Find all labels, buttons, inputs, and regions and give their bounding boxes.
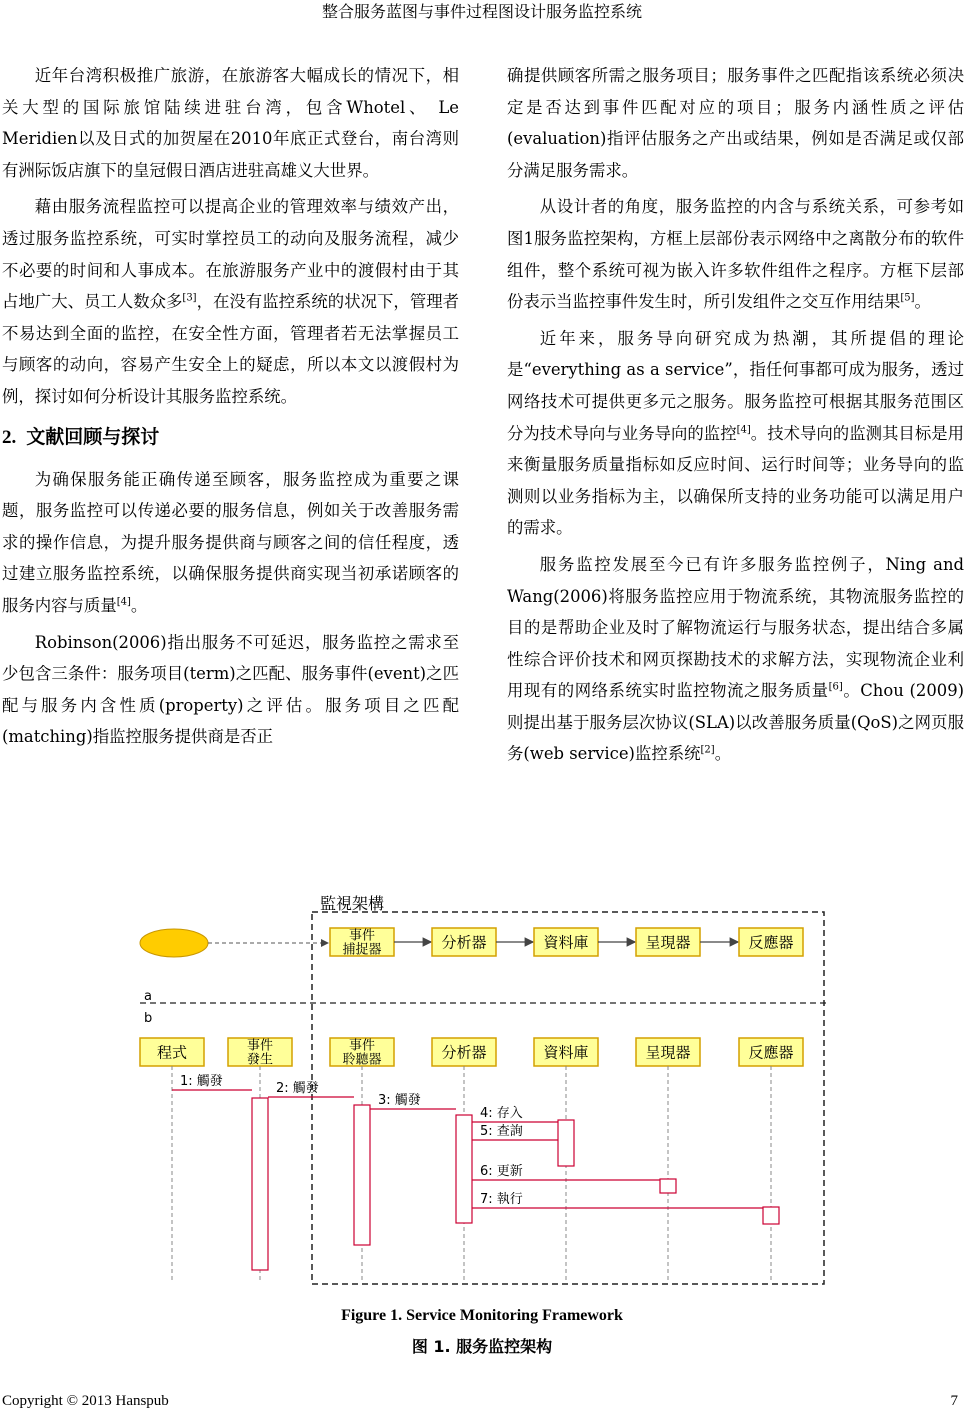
paragraph: 近年来，服务导向研究成为热潮，其所提倡的理论是“everything as a service”，指任何事都可成为服务，透过网络技术可提供更多元之服务。服务监控可根据其服务范围区分为技术导向与业务导向的监控[4]。技术导向的监测其目标是用来衡量服务质量指标如反应时间、运行时间等；业务导向的监测则以业务指标为主，以确保所支持的业务功能可以满足用户的需求。 [507, 328, 964, 538]
box-label: 發生 [246, 1052, 274, 1068]
frame-label: 監視架構 [320, 894, 385, 913]
message-label: 1: 觸發 [180, 1074, 223, 1089]
message-label: 3: 觸發 [378, 1093, 421, 1108]
message-label: 5: 查詢 [480, 1124, 523, 1139]
top-component-box [636, 928, 700, 956]
citation[interactable]: [6] [828, 681, 843, 693]
citation[interactable]: [3] [182, 292, 197, 304]
message-label: 2: 觸發 [276, 1081, 319, 1096]
activation-bar [252, 1098, 268, 1270]
box-label: 呈現器 [645, 1043, 691, 1062]
bottom-component-box [330, 1038, 394, 1068]
figure-service-monitoring [136, 890, 836, 1290]
copyright: Copyright © 2013 Hanspub [2, 1393, 169, 1409]
message-label: 7: 執行 [480, 1192, 523, 1207]
figure-caption-en: Figure 1. Service Monitoring Framework [341, 1307, 623, 1324]
paragraph: 确提供顾客所需之服务项目；服务事件之匹配指该系统必须决定是否达到事件匹配对应的项目；服务内涵性质之评估(evaluation)指评估服务之产出或结果，例如是否满足或仅部分满足服务需求。 [507, 66, 964, 180]
activation-bar [763, 1207, 779, 1224]
box-label: 資料庫 [543, 1043, 589, 1062]
top-component-box [330, 928, 394, 958]
paragraph: 从设计者的角度，服务监控的内含与系统关系，可参考如图1服务监控架构，方框上层部份表示网络中之离散分布的软件组件，整个系统可视为嵌入许多软件组件之程序。方框下层部份表示当监控事件发生时，所引发组件之交互作用结果[5]。 [507, 197, 964, 312]
message-label: 4: 存入 [480, 1106, 523, 1121]
paragraph: 近年台湾积极推广旅游，在旅游客大幅成长的情况下，相关大型的国际旅馆陆续进驻台湾，包含Whotel、 Le Meridien以及日式的加贺屋在2010年底正式登台，南台湾则有洲际饭店旗下的皇冠假日酒店进驻高雄义大世界。 [2, 66, 459, 180]
bottom-component-box [636, 1038, 700, 1066]
bottom-component-box [432, 1038, 496, 1066]
activation-bar [558, 1120, 574, 1166]
box-label: 反應器 [748, 1043, 794, 1062]
box-label: 捕捉器 [342, 942, 382, 958]
bottom-component-box [228, 1038, 292, 1068]
citation[interactable]: [4] [116, 596, 131, 608]
page-footer [0, 1393, 964, 1413]
paragraph: 为确保服务能正确传递至顾客，服务监控成为重要之课题，服务监控可以传递必要的服务信息，例如关于改善服务需求的操作信息，为提升服务提供商与顾客之间的信任程度，透过建立服务监控系统，以确保服务提供商实现当初承诺顾客的服务内容与质量[4]。 [2, 469, 459, 615]
bottom-component-box [739, 1038, 803, 1066]
paragraph: Robinson(2006)指出服务不可延迟，服务监控之需求至少包含三条件：服务项目(term)之匹配、服务事件(event)之匹配与服务内含性质(property)之评估。服务项目之匹配(matching)指监控服务提供商是否正 [2, 632, 459, 747]
left-column [2, 60, 459, 758]
bottom-component-box [534, 1038, 598, 1066]
label-a: a [144, 989, 152, 1004]
box-label: 事件 [246, 1038, 274, 1054]
top-component-box [432, 928, 496, 956]
activation-bar [354, 1105, 370, 1245]
box-label: 分析器 [441, 933, 487, 952]
box-label: 呈現器 [645, 933, 691, 952]
citation[interactable]: [4] [736, 424, 751, 436]
box-label: 事件 [348, 1038, 376, 1054]
citation[interactable]: [2] [700, 745, 715, 756]
running-header: 整合服务蓝图与事件过程图设计服务监控系统 [321, 2, 642, 21]
citation[interactable]: [5] [900, 292, 915, 304]
top-component-box [534, 928, 598, 956]
paragraph: 藉由服务流程监控可以提高企业的管理效率与绩效产出，透过服务监控系统，可实时掌控员工的动向及服务流程，减少不必要的时间和人事成本。在旅游服务产业中的渡假村由于其占地广大、员工人数众多[3]，在没有监控系统的状况下，管理者不易达到全面的监控，在安全性方面，管理者若无法掌握员工与顾客的动向，容易产生安全上的疑虑，所以本文以渡假村为例，探讨如何分析设计其服务监控系统。 [2, 197, 460, 406]
paragraph: 服务监控发展至今已有许多服务监控例子，Ning and Wang(2006)将服务监控应用于物流系统，其物流服务监控的目的是帮助企业及时了解物流运行与服务状态，提出结合多属性综合评价技术和网页探勘技术的求解方法，实现物流企业利用现有的网络系统实时监控物流之服务质量[6]。Chou (2009)则提出基于服务层次协议(SLA)以改善服务质量(QoS)之网页服务(web service)监控系统[2]。 [507, 554, 964, 764]
page-number: 7 [950, 1393, 958, 1409]
section-heading: 2. 文献回顾与探讨 [2, 425, 160, 448]
activation-bar [660, 1179, 676, 1193]
diagram-svg [136, 890, 836, 1290]
box-label: 聆聽器 [342, 1052, 382, 1068]
event-source-ellipse [140, 929, 208, 957]
box-label: 分析器 [441, 1043, 487, 1062]
label-b: b [144, 1011, 153, 1026]
box-label: 程式 [156, 1043, 188, 1062]
top-component-box [739, 928, 803, 956]
bottom-component-box [140, 1038, 204, 1066]
box-label: 事件 [348, 928, 376, 944]
figure-caption-zh: 图 1. 服务监控架构 [411, 1337, 553, 1356]
box-label: 反應器 [748, 933, 794, 952]
activation-bar [456, 1115, 472, 1223]
message-label: 6: 更新 [480, 1164, 523, 1179]
right-column [507, 60, 964, 775]
box-label: 資料庫 [543, 933, 589, 952]
